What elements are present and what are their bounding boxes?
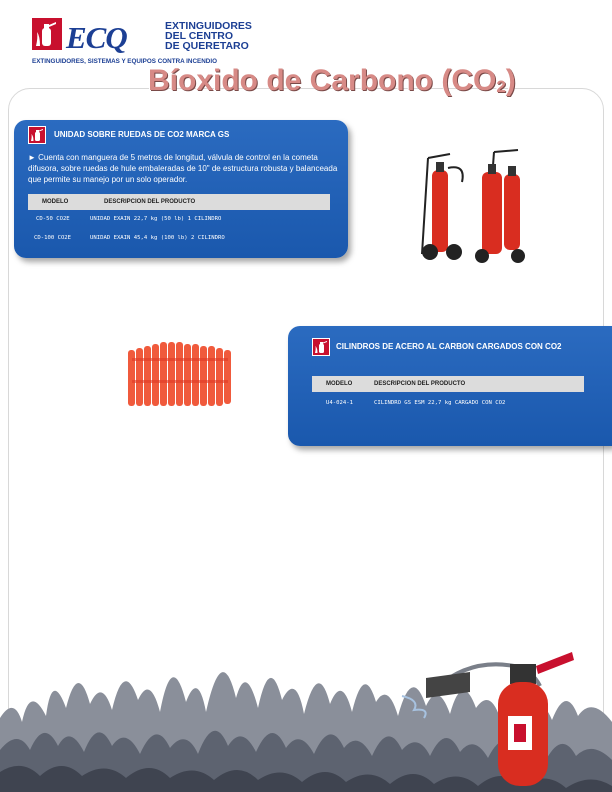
column-header-model: MODELO	[326, 381, 353, 387]
table-header	[28, 194, 330, 210]
extinguisher-logo-icon	[32, 18, 62, 50]
flames-decoration	[0, 600, 612, 792]
logo-letters: ECQ	[66, 20, 127, 55]
section-heading: CILINDROS DE ACERO AL CARBON CARGADOS CON CO2	[336, 342, 562, 351]
column-header-description: DESCRIPCION DEL PRODUCTO	[104, 199, 196, 205]
row-description: UNIDAD EXAIN 22,7 kg (50 lb) 1 CILINDRO	[90, 216, 222, 222]
wheeled-extinguishers-photo	[414, 148, 530, 264]
section-description: ► Cuenta con manguera de 5 metros de longitud, válvula de control en la cometa difusora, sobre ruedas de hule embaleradas de 10" de estructura robusta y balanceada que permite su manejo por un solo operador.	[28, 153, 338, 184]
column-header-description: DESCRIPCION DEL PRODUCTO	[374, 381, 466, 387]
logo-company-name: EXTINGUIDORES DEL CENTRO DE QUERETARO	[165, 20, 252, 52]
section-wheeled-unit	[14, 120, 348, 258]
section-co2-cylinders	[288, 326, 612, 446]
page-title: Bíoxido de Carbono $(CO_2)$	[148, 64, 516, 97]
row-model: U4-024-1	[326, 400, 353, 406]
fire-extinguisher-icon	[28, 126, 46, 144]
row-description: CILINDRO GS ESM 22,7 kg CARGADO CON CO2	[374, 400, 506, 406]
fire-extinguisher-icon	[312, 338, 330, 356]
column-header-model: MODELO	[42, 199, 69, 205]
logo-tagline: EXTINGUIDORES, SISTEMAS Y EQUIPOS CONTRA INCENDIO	[32, 58, 217, 65]
row-model: CD-100 CO2E	[34, 235, 72, 241]
section-heading: UNIDAD SOBRE RUEDAS DE CO2 MARCA GS	[54, 130, 230, 139]
table-header	[312, 376, 584, 392]
row-model: CD-50 CO2E	[36, 216, 70, 222]
co2-cylinders-photo	[124, 336, 234, 414]
row-description: UNIDAD EXAIN 45,4 kg (100 lb) 2 CILINDRO	[90, 235, 225, 241]
